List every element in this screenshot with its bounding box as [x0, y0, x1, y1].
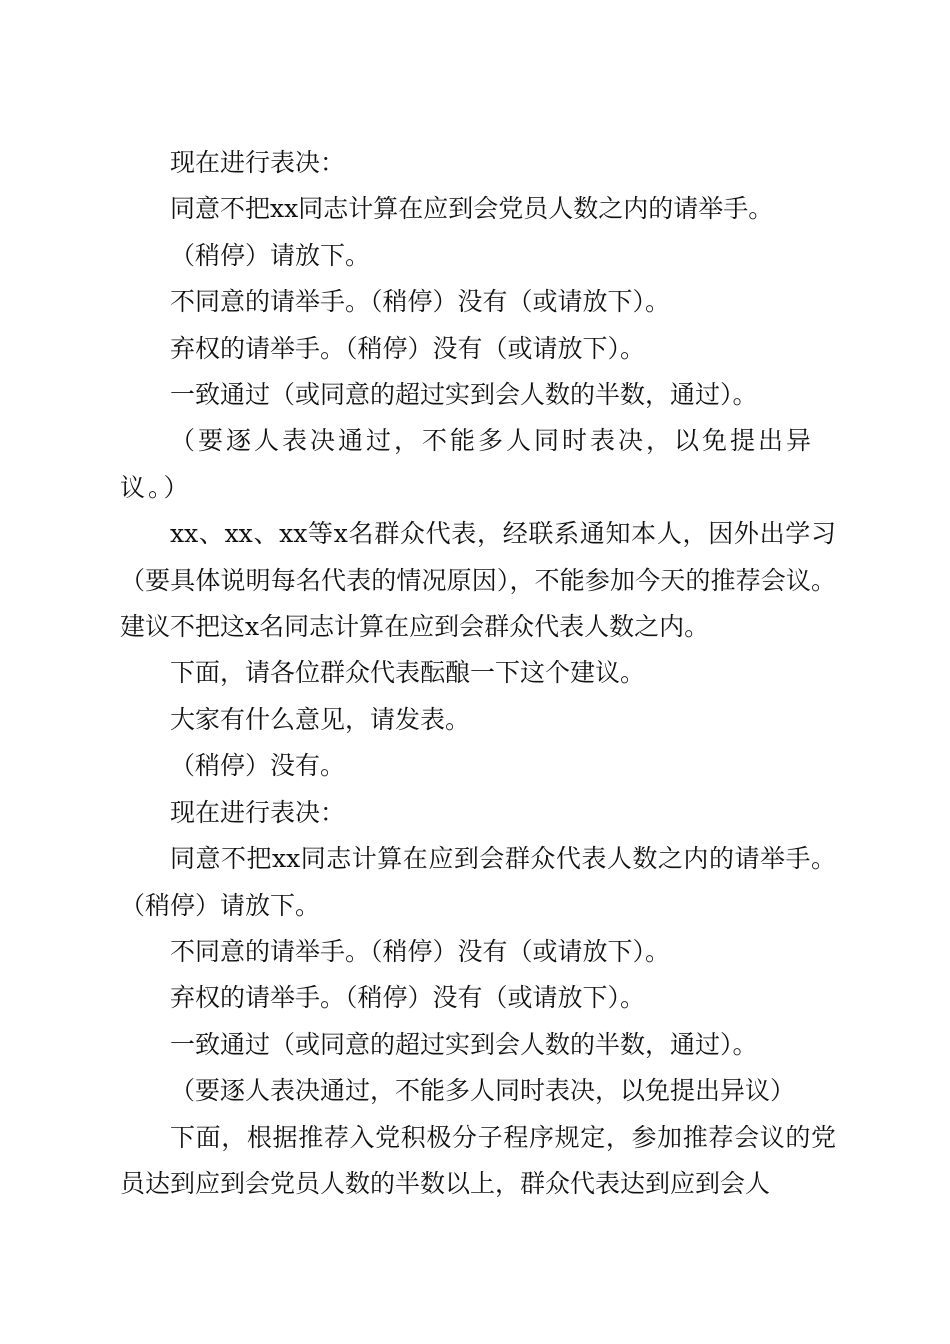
paragraph: 大家有什么意见，请发表。	[170, 704, 471, 734]
paragraph: （稍停）请放下。	[170, 240, 371, 270]
paragraph: xx、xx、xx等x名群众代表，经联系通知本人，因外出学习（要具体说明每名代表的情况原因），不能参加今天的推荐会议。建议不把这x名同志计算在应到会群众代表人数之内。	[120, 519, 836, 642]
paragraph: 同意不把xx同志计算在应到会群众代表人数之内的请举手。（稍停）请放下。	[120, 844, 836, 920]
paragraph: （要逐人表决通过，不能多人同时表决，以免提出异议。）	[120, 426, 815, 502]
paragraph: 下面，请各位群众代表酝酿一下这个建议。	[170, 658, 646, 688]
paragraph: 不同意的请举手。（稍停）没有（或请放下）。	[170, 287, 671, 317]
paragraph: 弃权的请举手。（稍停）没有（或请放下）。	[170, 983, 646, 1013]
paragraph: 现在进行表决：	[170, 797, 346, 827]
paragraph: 一致通过（或同意的超过实到会人数的半数，通过）。	[170, 1029, 758, 1059]
document-body	[120, 140, 836, 1207]
paragraph: 弃权的请举手。（稍停）没有（或请放下）。	[170, 333, 646, 363]
paragraph: 下面，根据推荐入党积极分子程序规定，参加推荐会议的党员达到应到会党员人数的半数以上，群众代表达到应到会人	[120, 1122, 836, 1198]
paragraph: （稍停）没有。	[170, 751, 346, 781]
paragraph: 不同意的请举手。（稍停）没有（或请放下）。	[170, 936, 671, 966]
paragraph: 现在进行表决：	[170, 148, 346, 177]
paragraph: 一致通过（或同意的超过实到会人数的半数，通过）。	[170, 380, 758, 410]
paragraph: （要逐人表决通过，不能多人同时表决，以免提出异议）	[170, 1076, 796, 1106]
paragraph: 同意不把xx同志计算在应到会党员人数之内的请举手。	[170, 194, 774, 224]
